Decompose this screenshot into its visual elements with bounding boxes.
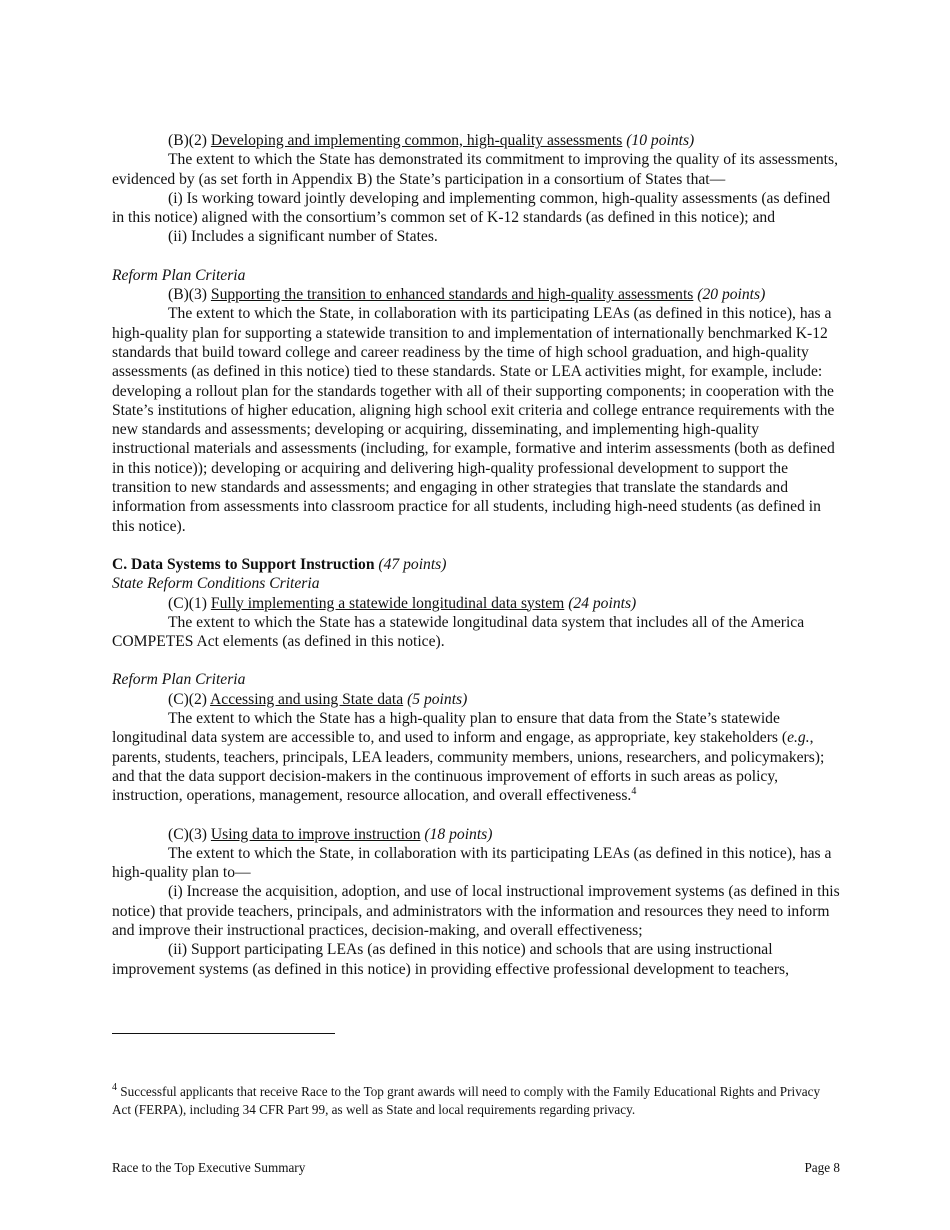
b2-item-1: (i) Is working toward jointly developing and implementing common, high-quality assessments (as defined in this notice) aligned with the consortium’s common set of K-12 standards (as defined in this notice); and [112, 189, 831, 227]
footnote-divider [112, 1033, 335, 1034]
section-c-heading [112, 555, 840, 574]
b3-number: (B)(3) [168, 286, 207, 304]
state-reform-conditions-heading: State Reform Conditions Criteria [112, 575, 320, 593]
b3-points: (20 points) [697, 286, 766, 304]
footnote-reference[interactable]: 4 [631, 786, 637, 798]
c3-number: (C)(3) [168, 825, 207, 843]
page-number: Page 8 [804, 1160, 840, 1175]
section-c-title: C. Data Systems to Support Instruction [112, 555, 375, 573]
c2-eg: e.g. [787, 729, 810, 747]
page-content [112, 131, 840, 979]
c2-points: (5 points) [407, 690, 468, 708]
c3-heading [112, 825, 840, 844]
b2-title: Developing and implementing common, high-quality assessments [210, 132, 623, 149]
c1-title: Fully implementing a statewide longitudinal data system [210, 594, 565, 612]
c1-points: (24 points) [568, 594, 637, 612]
b2-item-2: (ii) Includes a significant number of States. [168, 228, 438, 246]
reform-plan-heading-2: Reform Plan Criteria [112, 671, 246, 689]
c1-body: The extent to which the State has a statewide longitudinal data system that includes all of the America COMPETES Act elements (as defined in this notice). [112, 613, 805, 651]
section-c-points: (47 points) [378, 555, 447, 573]
page-footer [112, 1158, 840, 1177]
footnote-marker: 4 [112, 1082, 117, 1093]
footer-document-title: Race to the Top Executive Summary [112, 1160, 306, 1175]
b2-heading [112, 131, 840, 150]
c2-number: (C)(2) [168, 690, 207, 708]
b2-number: (B)(2) [168, 132, 207, 149]
c2-title: Accessing and using State data [210, 690, 404, 708]
footnote [112, 1083, 840, 1118]
b2-body: The extent to which the State has demonstrated its commitment to improving the quality of its assessments, evidenced by (as set forth in Appendix B) the State’s participation in a consortium of States that— [112, 151, 838, 188]
c3-item-1: (i) Increase the acquisition, adoption, and use of local instructional improvement systems (as defined in this notice) that provide teachers, principals, and administrators with the information and resources they need to inform and improve their instructional practices, decision-making, and overall effectiveness; [112, 883, 840, 939]
c2-heading [112, 690, 840, 709]
c2-body: The extent to which the State has a high-quality plan to ensure that data from the State’s statewide longitudinal data system are accessible to, and used to inform and engage, as appropriate, key stakeholders (e.g., parents, students, teachers, principals, LEA leaders, community members, unions, researchers, and policymakers); and that the data support decision-makers in the continuous improvement of efforts in such areas as policy, instruction, operations, management, resource allocation, and overall effectiveness.$^4$ [112, 710, 825, 805]
b3-heading [112, 285, 840, 304]
c3-item-2: (ii) Support participating LEAs (as defined in this notice) and schools that are using instructional improvement systems (as defined in this notice) in providing effective professional development to teachers, [112, 941, 789, 978]
footnote-text: Successful applicants that receive Race to the Top grant awards will need to comply with the Family Educational Rights and Privacy Act (FERPA), including 34 CFR Part 99, as well as State and local requirements regarding privacy. [112, 1084, 821, 1117]
c3-points: (18 points) [424, 825, 493, 843]
c3-title: Using data to improve instruction [210, 825, 421, 843]
c1-number: (C)(1) [168, 594, 207, 612]
reform-plan-heading-1: Reform Plan Criteria [112, 266, 246, 284]
c1-heading [112, 594, 840, 613]
c3-body: The extent to which the State, in collaboration with its participating LEAs (as defined in this notice), has a high-quality plan to— [112, 844, 832, 882]
b2-points: (10 points) [626, 132, 695, 149]
b3-body: The extent to which the State, in collaboration with its participating LEAs (as defined in this notice), has a high-quality plan for supporting a statewide transition to and implementation of internationally benchmarked K-12 standards that build toward college and career readiness by the time of high school graduation, and high-quality assessments (as defined in this notice) tied to these standards. State or LEA activities might, for example, include: developing a rollout plan for the standards together with all of their supporting components; in cooperation with the State’s institutions of higher education, aligning high school exit criteria and college entrance requirements with the new standards and assessments; developing or acquiring, disseminating, and implementing high-quality instructional materials and assessments (including, for example, formative and interim assessments (both as defined in this notice)); developing or acquiring and delivering high-quality professional development to support the transition to new standards and assessments; and engaging in other strategies that translate the standards and information from assessments into classroom practice for all students, including high-need students (as defined in this notice). [112, 305, 835, 535]
b3-title: Supporting the transition to enhanced standards and high-quality assessments [210, 286, 694, 304]
